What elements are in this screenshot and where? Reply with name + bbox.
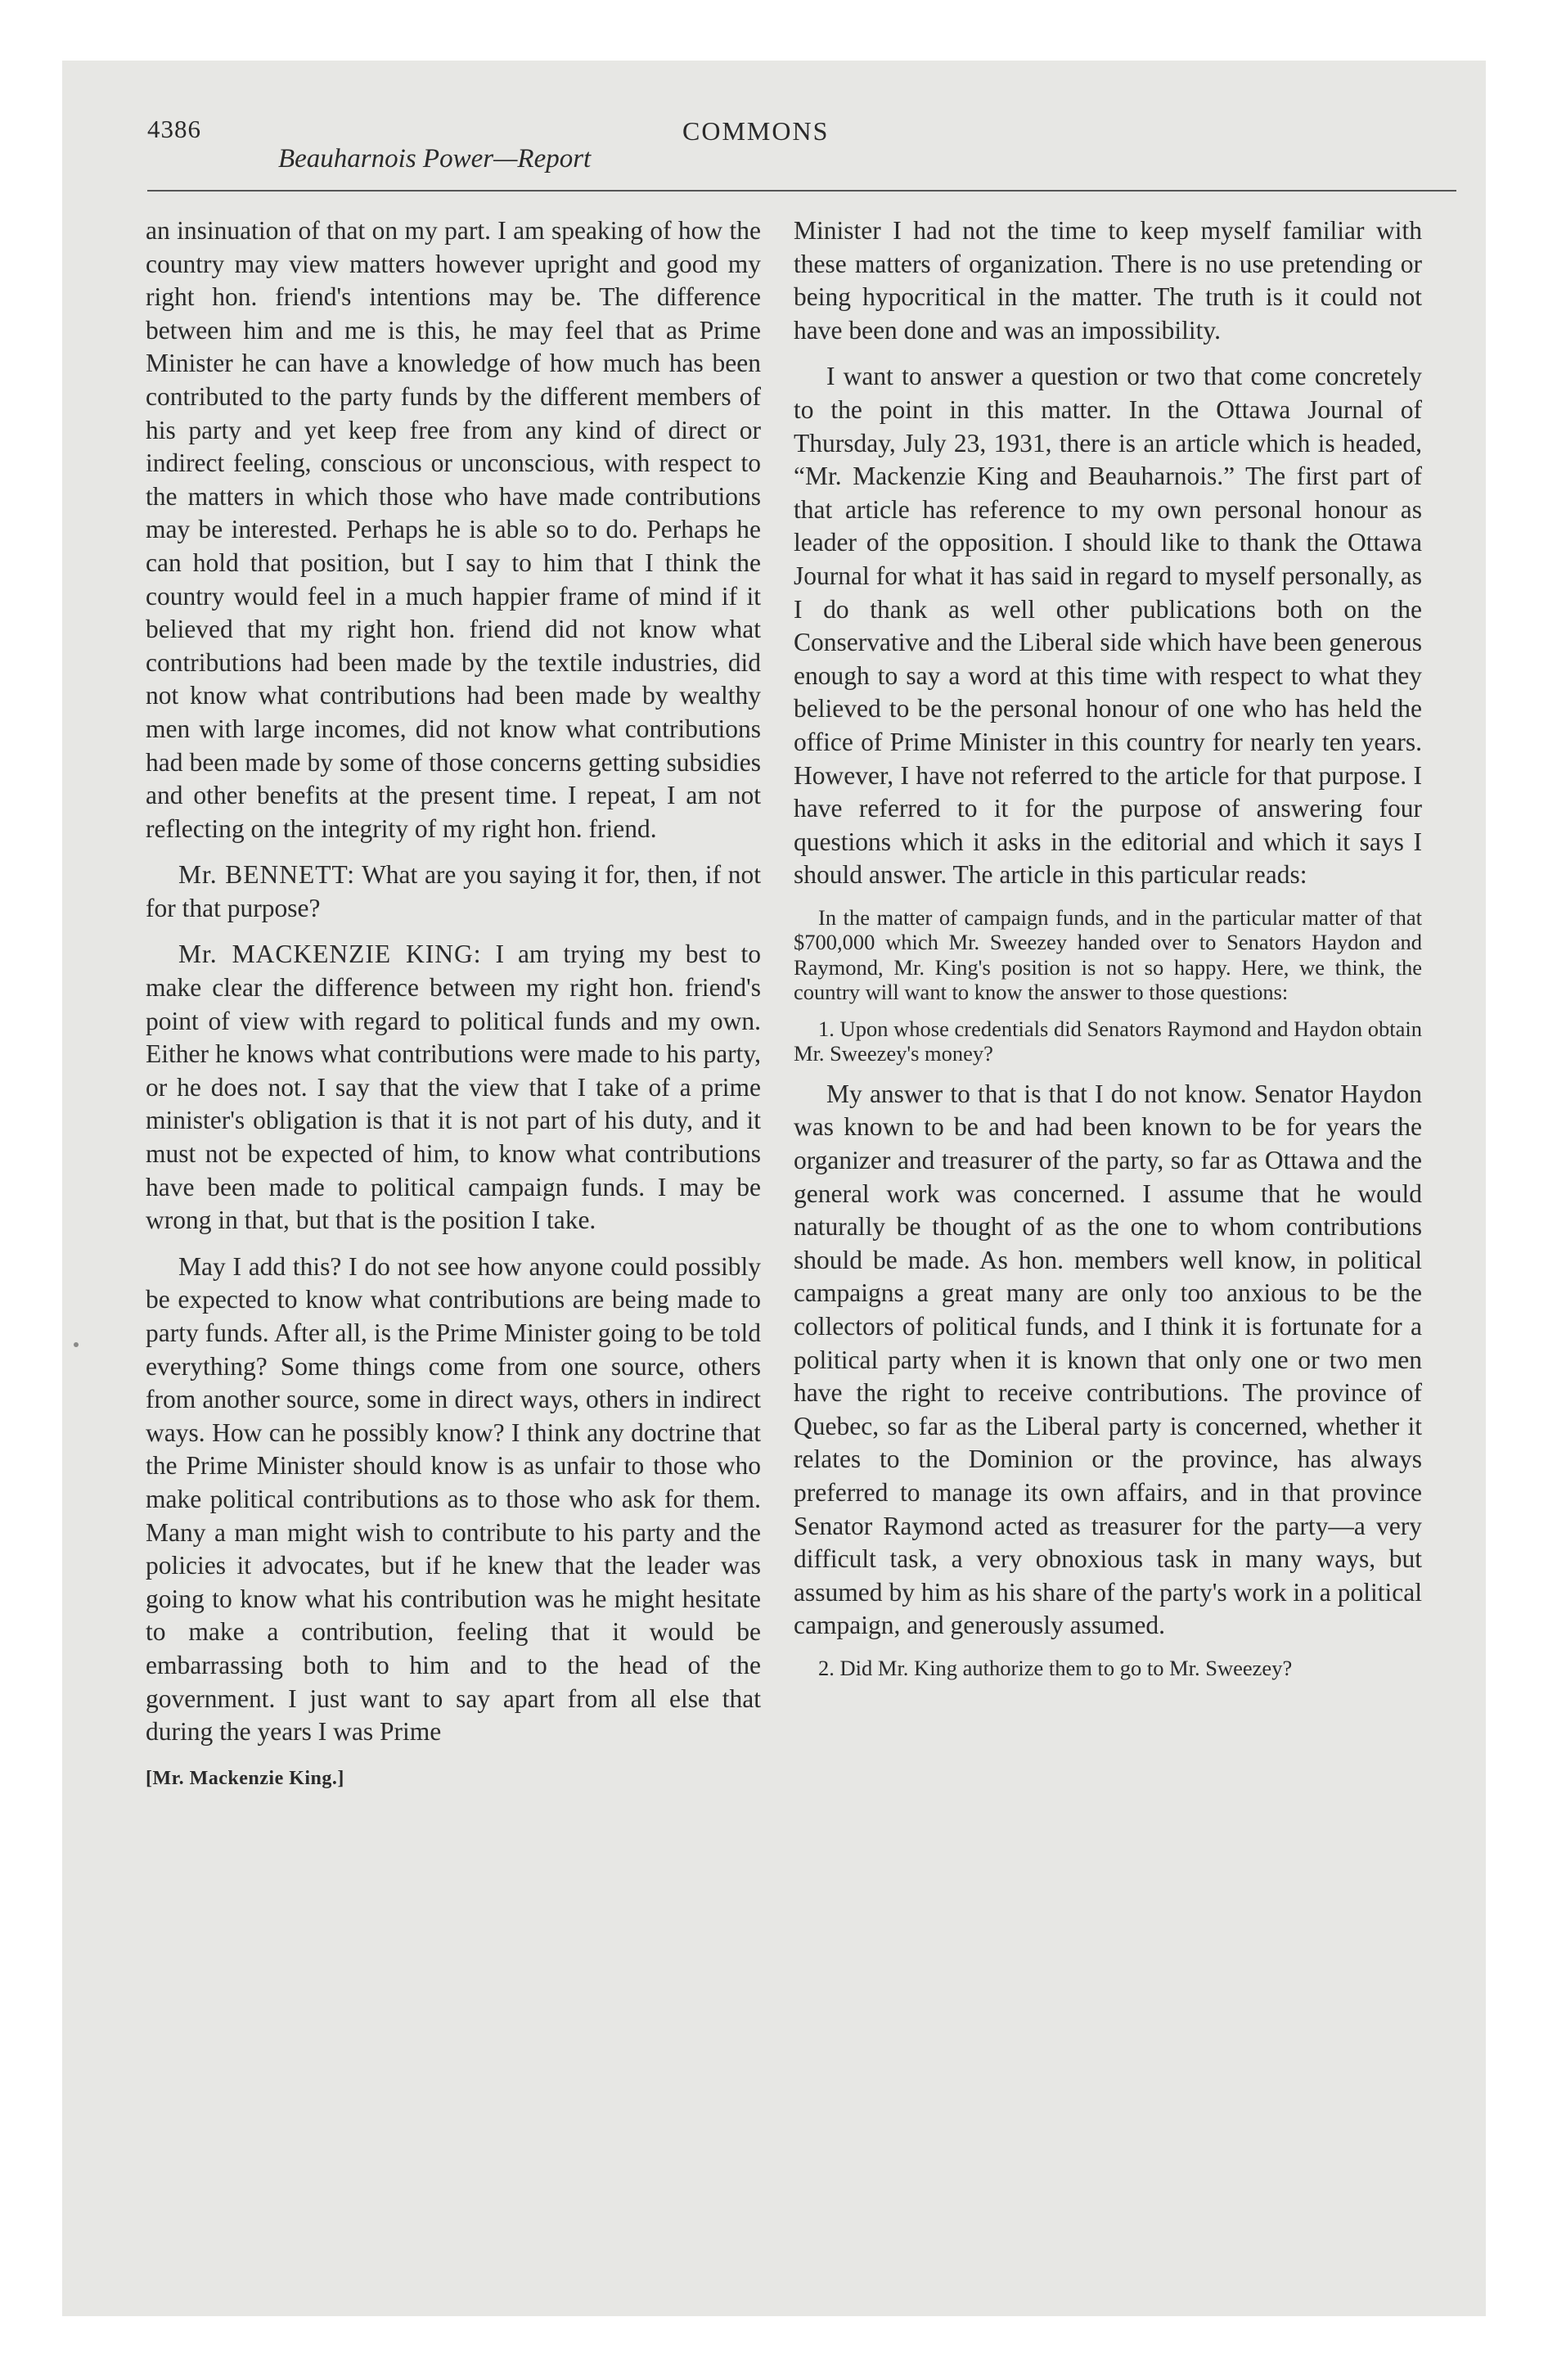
running-title: COMMONS	[682, 116, 830, 146]
quoted-passage: In the matter of campaign funds, and in the particular matter of that $700,000 which Mr. Sweezey handed over to Senators Haydon and Raymond, Mr. King's position is not so happy. Here, we think, the country will want to know the answer to those questions:	[794, 904, 1422, 1005]
footer-speaker-tag: [Mr. Mackenzie King.]	[146, 1767, 344, 1789]
paragraph: an insinuation of that on my part. I am speaking of how the country may view matters however upright and good my right hon. friend's intentions may be. The difference between him and me is this, he may feel that as Prime Minister he can have a knowledge of how much has been contributed to the party funds by the different members of his party and yet keep free from any kind of direct or indirect feeling, conscious or unconscious, with respect to the matters in which those who have made contributions may be interested. Perhaps he is able so to do. Perhaps he can hold that position, but I say to him that I think the country would feel in a much happier frame of mind if it believed that my right hon. friend did not know what contributions had been made by the textile industries, did not know what contributions had been made by wealthy men with large incomes, did not know what contributions had been made by some of those concerns getting subsidies and other benefits at the present time. I repeat, I am not reflecting on the integrity of my right hon. friend.	[146, 216, 761, 843]
paragraph	[146, 938, 761, 1237]
paragraph: My answer to that is that I do not know. Senator Haydon was known to be and had been known to be for years the organizer and treasurer of the party, so far as Ottawa and the general work was concerned. I assume that he would naturally be thought of as the one to whom contributions should be made. As hon. members well know, in political campaigns a great many are only too anxious to be the collectors of political funds, and I think it is fortunate for a political party when it is known that only one or two men have the right to receive contributions. The province of Quebec, so far as the Liberal party is concerned, whether it relates to the Dominion or the province, has always preferred to manage its own affairs, and in that province Senator Raymond acted as treasurer for the party—a very difficult task, a very obnoxious task in many ways, but assumed by him as his share of the party's work in a political campaign, and generously assumed.	[794, 1079, 1422, 1640]
quoted-question: 2. Did Mr. King authorize them to go to Mr. Sweezey?	[818, 1655, 1293, 1680]
left-column	[146, 214, 761, 1795]
speaker-name: Mr. MACKENZIE KING:	[178, 940, 482, 969]
right-column	[794, 214, 1422, 1692]
quoted-question: 1. Upon whose credentials did Senators Raymond and Haydon obtain Mr. Sweezey's money?	[794, 1016, 1422, 1066]
paragraph	[146, 859, 761, 925]
paragraph: Minister I had not the time to keep myself familiar with these matters of organization. There is no use pretending or being hypocritical in the matter. The truth is it could not have been done and was an impossibility.	[794, 216, 1422, 345]
scan-speck	[74, 1342, 79, 1347]
speech-text: I am trying my best to make clear the difference between my right hon. friend's point of view with regard to political funds and my own. Either he knows what contributions were made to his party, or he does not. I say that the view that I take of a prime minister's obligation is that it is not part of his duty, and it must not be expected of him, to know what contributions have been made to political campaign funds. I may be wrong in that, but that is the position I take.	[146, 940, 761, 1235]
speaker-name: Mr. BENNETT:	[178, 860, 355, 890]
paragraph: I want to answer a question or two that come concretely to the point in this matter. In the Ottawa Journal of Thursday, July 23, 1931, there is an article which is headed, “Mr. Mackenzie King and Beauharnois.” The first part of that article has reference to my own personal honour as leader of the opposition. I should like to thank the Ottawa Journal for what it has said in regard to myself personally, as I do thank as well other publications both on the Conservative and the Liberal side which have been generous enough to say a word at this time with respect to what they believed to be the personal honour of one who has held the office of Prime Minister in this country for nearly ten years. However, I have not referred to the article for that purpose. I have referred to it for the purpose of answering four questions which it asks in the editorial and which it says I should answer. The article in this particular reads:	[794, 362, 1422, 890]
page-number: 4386	[147, 115, 201, 143]
paragraph: May I add this? I do not see how anyone could possibly be expected to know what contributions are being made to party funds. After all, is the Prime Minister going to be told everything? Some things come from one source, others from another source, some in direct ways, others in indirect ways. How can he possibly know? I think any doctrine that the Prime Minister should know is as unfair to those who make political contributions as to those who ask for them. Many a man might wish to contribute to his party and the policies it advocates, but if he knew that the leader was going to know what his contribution was he might hesitate to make a contribution, feeling that it would be embarrassing both to him and to the head of the government. I just want to say apart from all else that during the years I was Prime	[146, 1251, 761, 1747]
speech-text: What are you saying it for, then, if not for that purpose?	[146, 860, 761, 922]
running-subtitle: Beauharnois Power—Report	[278, 144, 592, 174]
header-rule	[147, 190, 1456, 192]
